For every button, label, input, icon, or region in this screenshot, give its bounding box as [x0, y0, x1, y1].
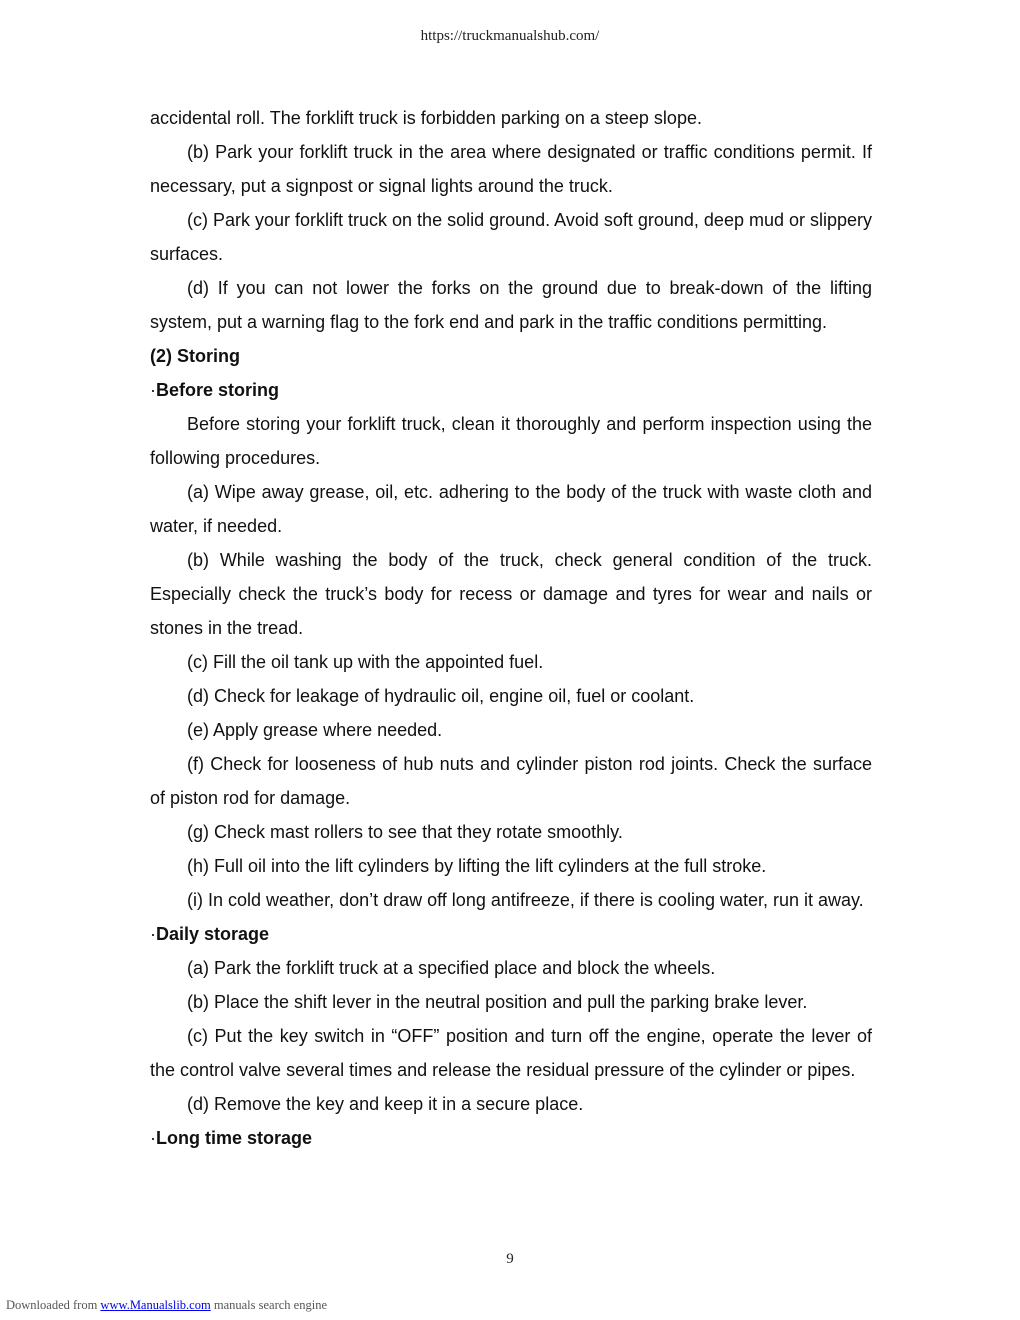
paragraph: (b) Place the shift lever in the neutral position and pull the parking brake lever.: [187, 992, 808, 1012]
paragraph: (c) Park your forklift truck on the solid ground. Avoid soft ground, deep mud or slippery surfaces.: [150, 210, 873, 264]
page-number: 9: [506, 1251, 514, 1267]
section-heading-storing: (2) Storing: [150, 346, 240, 366]
subheading-text: Daily storage: [156, 924, 270, 944]
manualslib-link[interactable]: www.Manualslib.com: [100, 1298, 211, 1312]
paragraph: accidental roll. The forklift truck is forbidden parking on a steep slope.: [150, 108, 702, 128]
paragraph: (g) Check mast rollers to see that they rotate smoothly.: [187, 822, 623, 842]
subheading-before-storing: [150, 373, 872, 407]
footer: [6, 1298, 327, 1313]
bullet-dot: ·: [150, 924, 156, 944]
subheading-text: Before storing: [156, 380, 280, 400]
subheading-long-time-storage: [150, 1121, 872, 1155]
paragraph: (f) Check for looseness of hub nuts and cylinder piston rod joints. Check the surface of piston rod for damage.: [150, 754, 872, 808]
paragraph: (b) Park your forklift truck in the area where designated or traffic conditions permit. If necessary, put a signpost or signal lights around the truck.: [150, 142, 872, 196]
document-body: [150, 101, 872, 1155]
paragraph: (d) Check for leakage of hydraulic oil, engine oil, fuel or coolant.: [187, 686, 695, 706]
bullet-dot: ·: [150, 1128, 156, 1148]
paragraph: (c) Fill the oil tank up with the appointed fuel.: [187, 652, 544, 672]
paragraph: (c) Put the key switch in “OFF” position and turn off the engine, operate the lever of the control valve several times and release the residual pressure of the cylinder or pipes.: [150, 1026, 872, 1080]
header-url: https://truckmanualshub.com/: [420, 28, 600, 44]
subheading-daily-storage: [150, 917, 872, 951]
paragraph: (i) In cold weather, don’t draw off long antifreeze, if there is cooling water, run it away.: [187, 890, 864, 910]
paragraph: (h) Full oil into the lift cylinders by lifting the lift cylinders at the full stroke.: [187, 856, 767, 876]
paragraph: (b) While washing the body of the truck, check general condition of the truck. Especially check the truck’s body for recess or damage and tyres for wear and nails or stones in the tread.: [150, 550, 872, 638]
paragraph: (d) Remove the key and keep it in a secure place.: [187, 1094, 584, 1114]
paragraph: (d) If you can not lower the forks on the ground due to break-down of the lifting system, put a warning flag to the fork end and park in the traffic conditions permitting.: [150, 278, 872, 332]
subheading-text: Long time storage: [156, 1128, 313, 1148]
paragraph: (a) Wipe away grease, oil, etc. adhering to the body of the truck with waste cloth and water, if needed.: [150, 482, 872, 536]
paragraph: (e) Apply grease where needed.: [187, 720, 443, 740]
bullet-dot: ·: [150, 380, 156, 400]
footer-suffix: manuals search engine: [210, 1298, 327, 1312]
footer-prefix: Downloaded from: [6, 1298, 101, 1312]
paragraph: Before storing your forklift truck, clean it thoroughly and perform inspection using the following procedures.: [150, 414, 872, 468]
paragraph: (a) Park the forklift truck at a specified place and block the wheels.: [187, 958, 716, 978]
